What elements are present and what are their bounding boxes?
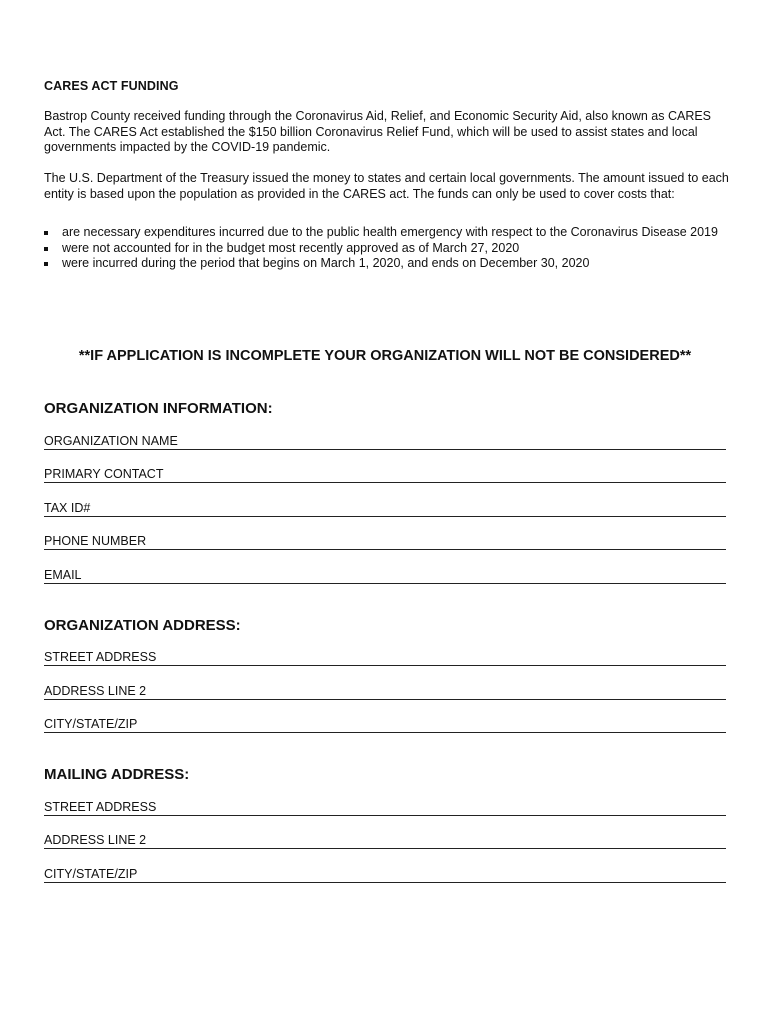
- organization-address-heading: ORGANIZATION ADDRESS:: [44, 617, 241, 634]
- org-street-address-field[interactable]: [44, 648, 726, 666]
- eligible-costs-list: [44, 225, 734, 272]
- funding-paragraph-1: Bastrop County received funding through the Coronavirus Aid, Relief, and Economic Security Aid, also known as CARES Act. The CARES Act established the $150 billion Coronavirus Relief Fund, which will be used to assist states and local governments impacted by the COVID-19 pandemic.: [44, 109, 712, 154]
- tax-id-field[interactable]: [44, 499, 726, 517]
- cares-act-title: CARES ACT FUNDING: [44, 79, 179, 93]
- list-item: [44, 241, 734, 257]
- field-label: STREET ADDRESS: [44, 650, 157, 664]
- field-label: ADDRESS LINE 2: [44, 684, 147, 698]
- mailing-address-line-2-field[interactable]: [44, 831, 726, 849]
- list-item: [44, 256, 734, 272]
- field-label: ADDRESS LINE 2: [44, 833, 147, 847]
- email-field[interactable]: [44, 566, 726, 584]
- org-city-state-zip-field[interactable]: [44, 715, 726, 733]
- field-label: CITY/STATE/ZIP: [44, 867, 138, 881]
- phone-number-field[interactable]: [44, 532, 726, 550]
- square-bullet-icon: [44, 262, 48, 266]
- organization-information-heading: ORGANIZATION INFORMATION:: [44, 400, 273, 417]
- list-item: [44, 225, 734, 241]
- org-address-line-2-field[interactable]: [44, 682, 726, 700]
- mailing-city-state-zip-field[interactable]: [44, 865, 726, 883]
- square-bullet-icon: [44, 231, 48, 235]
- list-item-text: are necessary expenditures incurred due to the public health emergency with respect to the Coronavirus Disease 2019: [62, 225, 718, 239]
- list-item-text: were incurred during the period that begins on March 1, 2020, and ends on December 30, 2020: [62, 256, 590, 270]
- field-label: PRIMARY CONTACT: [44, 467, 164, 481]
- mailing-address-heading: MAILING ADDRESS:: [44, 766, 190, 783]
- list-item-text: were not accounted for in the budget most recently approved as of March 27, 2020: [62, 240, 520, 255]
- primary-contact-field[interactable]: [44, 465, 726, 483]
- field-label: TAX ID#: [44, 501, 91, 515]
- mailing-street-address-field[interactable]: [44, 798, 726, 816]
- field-label: ORGANIZATION NAME: [44, 434, 178, 448]
- field-label: STREET ADDRESS: [44, 800, 157, 814]
- field-label: EMAIL: [44, 568, 82, 582]
- organization-name-field[interactable]: [44, 432, 726, 450]
- incomplete-warning: **IF APPLICATION IS INCOMPLETE YOUR ORGANIZATION WILL NOT BE CONSIDERED**: [78, 348, 692, 364]
- field-label: PHONE NUMBER: [44, 534, 147, 548]
- funding-paragraph-2: The U.S. Department of the Treasury issued the money to states and certain local governments. The amount issued to each entity is based upon the population as provided in the CARES act. The funds can only be used to cover costs that:: [44, 171, 729, 201]
- square-bullet-icon: [44, 247, 48, 251]
- field-label: CITY/STATE/ZIP: [44, 717, 138, 731]
